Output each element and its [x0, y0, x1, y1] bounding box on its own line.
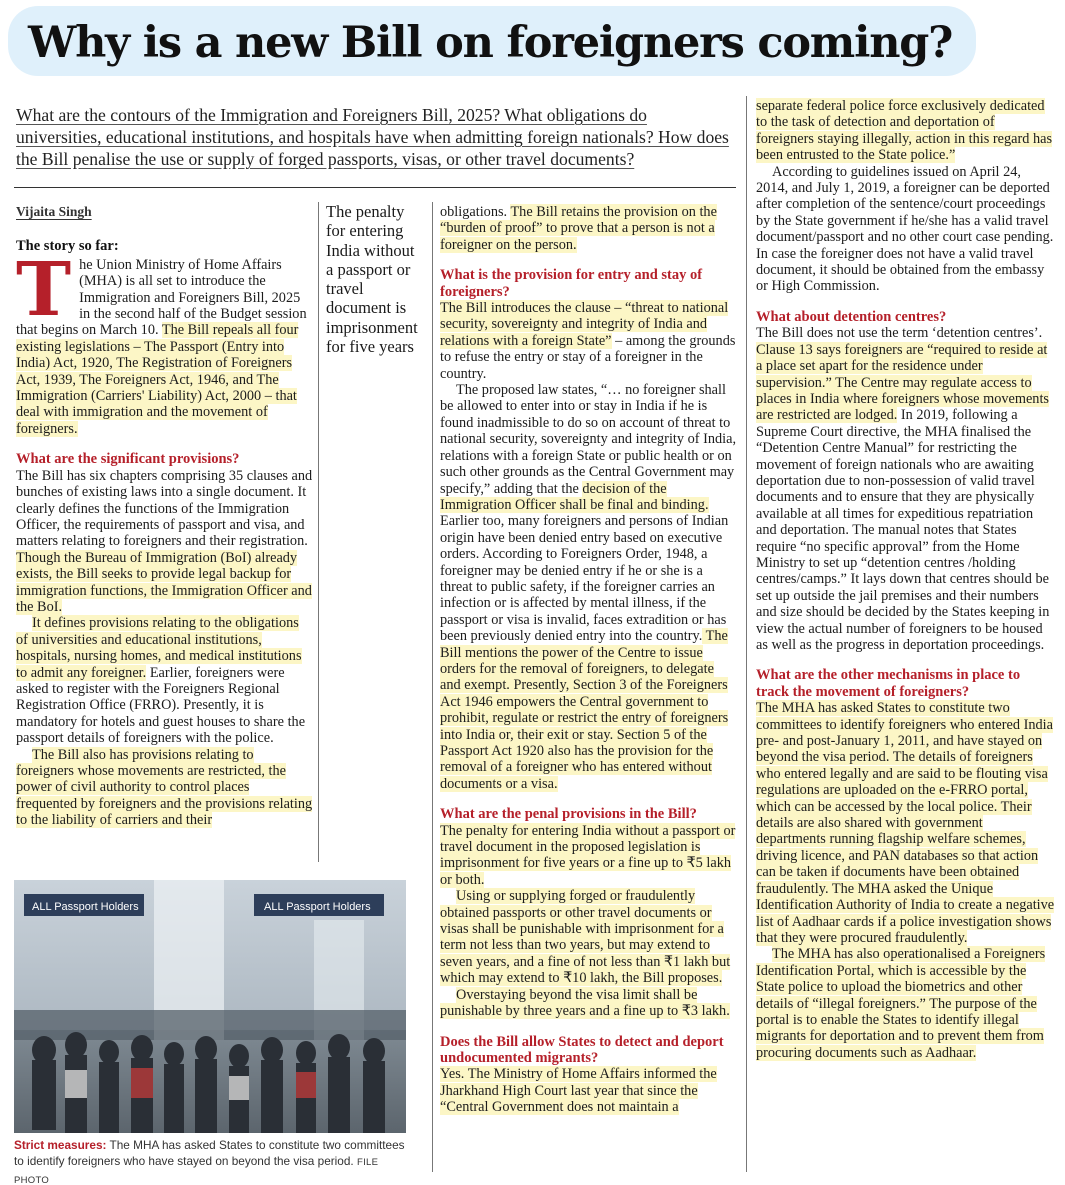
drop-cap: T	[16, 246, 72, 333]
sign-left: ALL Passport Holders	[32, 901, 139, 913]
pull-quote: The penalty for entering India without a passport or travel document is imprisonment for five years	[326, 202, 418, 357]
heading-detention-centres: What about detention centres?	[756, 308, 947, 325]
paragraph: The Bill does not use the term ‘detention centres’. Clause 13 says foreigners are “required to reside at a place set apart for the residence under supervision.” The Centre may regulate access to places in India where foreigners whose movements are restricted are lodged. In 2019, following a Supreme Court directive, the MHA finalised the “Detention Centre Manual” for restricting the movement of foreign nationals who are awaiting deportation due to non-possession of valid travel documents and to ensure that they are physically available at all times for expeditious repatriation and deportation. The manual notes that States require “no specific approval” from the Home Ministry to set up “detention centres /holding centres/camps.” It lays down that centres should be set up outside the jail premises and their numbers and size should be decided by the States keeping in view the actual number of foreigners to be housed as well as the progress in deportation proceedings.	[756, 325, 1050, 653]
story-so-far-label: The story so far:	[16, 238, 119, 255]
paragraph: Using or supplying forged or fraudulently obtained passports or other travel documents or visas shall be punishable with imprisonment for a term not less than two years, but may extend to seven years, and a fine of not less than ₹1 lakh but which may extend to ₹10 lakh, the Bill proposes.	[440, 888, 731, 987]
sign-right: ALL Passport Holders	[264, 901, 371, 913]
paragraph: Overstaying beyond the visa limit shall be punishable by three years and a fine up to ₹3 lakh.	[440, 986, 730, 1020]
headline-banner	[8, 6, 976, 76]
column-divider-3	[746, 96, 747, 1172]
paragraph: obligations. The Bill retains the provision on the “burden of proof” to prove that a person is not a foreigner on the person.	[440, 204, 717, 253]
dek-rule	[14, 187, 736, 188]
paragraph: The Bill also has provisions relating to foreigners whose movements are restricted, the power of civil authority to control places frequented by foreigners and the provisions relating to the liability of carriers and their	[16, 746, 313, 829]
airport-photo	[14, 880, 406, 1133]
caption-source: FILE PHOTO	[14, 1157, 379, 1185]
paragraph: Yes. The Ministry of Home Affairs informed the Jharkhand High Court last year that since the “Central Government does not maintain a	[440, 1066, 717, 1116]
standfirst-text: What are the contours of the Immigration and Foreigners Bill, 2025? What obligations do universities, educational institutions, and hospitals have when admitting foreign nationals? How does the Bill penalise the use or supply of forged passports, visas, or other travel documents?	[16, 105, 729, 169]
heading-penal-provisions: What are the penal provisions in the Bill?	[440, 806, 697, 823]
column-2	[440, 204, 738, 1116]
paragraph: separate federal police force exclusively dedicated to the task of detection and deportation of foreigners staying illegally, action in this regard has been entrusted to the State police.”	[756, 98, 1053, 164]
paragraph: The proposed law states, “… no foreigner shall be allowed to enter into or stay in India if he is found inadmissible to do so on account of threat to national security, sovereignty and integrity of India, relations with a foreign State or public health or on such other grounds as the Central Government may specify,” adding that the decision of the Immigration Officer shall be final and binding. Earlier too, many foreigners and persons of Indian origin have been denied entry based on executive orders. According to Foreigners Order, 1948, a foreigner may be denied entry if he or she is a threat to public safety, if the foreigner carries an infection or is affected by mental illness, if the passport or visa is invalid, faces extradition or has been previously denied entry into the country. The Bill mentions the power of the Centre to issue orders for the removal of foreigners, to delegate and exempt. Presently, Section 3 of the Foreigners Act 1946 empowers the Central government to prohibit, regulate or restrict the entry of foreigners into India or, their exit or stay. Section 5 of the Passport Act 1920 also has the provision for the removal of a foreigner who has entered without documents or a visa.	[440, 382, 737, 792]
column-3	[756, 98, 1056, 1061]
caption-text: The MHA has asked States to constitute two committees to identify foreigners who have stayed on beyond the visa period.	[14, 1138, 405, 1168]
paragraph: The MHA has asked States to constitute two committees to identify foreigners who entered India pre- and post-January 1, 2011, and have stayed on beyond the visa period. The details of foreigners who entered legally and are said to be flouting visa regulations are uploaded on the e-FRRO portal, which can be accessed by the local police. Their details are also shared with government departments running flagship welfare schemes, driving licence, and PAN databases so that action can be taken if documents have been obtained fraudulently. The MHA asked the Unique Identification Authority of India to create a negative list of Aadhaar cards if a police investigation shows that they were procured fraudulently.	[756, 700, 1055, 946]
column-1	[16, 204, 314, 829]
paragraph: It defines provisions relating to the obligations of universities and educational institutions, hospitals, nursing homes, and medical institutions to admit any foreigner. Earlier, foreigners were asked to register with the Foreigners Regional Registration Office (FRRO). Presently, it is mandatory for hotels and guest houses to share the passport details of foreigners with the police.	[16, 615, 306, 747]
column-divider-1	[318, 202, 319, 862]
column-divider-2	[432, 202, 433, 1172]
photo-caption	[14, 1137, 414, 1185]
paragraph: The Bill has six chapters comprising 35 clauses and bunches of existing laws into a single document. It clearly defines the functions of the Immigration Officer, the requirements of passport and visa, and matters relating to foreigners and their registration. Though the Bureau of Immigration (BoI) already exists, the Bill seeks to provide legal backup for immigration functions, the Immigration Officer and the BoI.	[16, 467, 313, 615]
caption-label: Strict measures:	[14, 1138, 107, 1152]
paragraph: The Bill introduces the clause – “threat to national security, sovereignty and integrity of India and relations with a foreign State” – among the grounds to refuse the entry or stay of a foreigner in the country.	[440, 300, 736, 382]
heading-other-mechanisms: What are the other mechanisms in place to track the movement of foreigners?	[756, 667, 1021, 700]
airport-photo-illustration	[14, 880, 406, 1133]
heading-significant-provisions: What are the significant provisions?	[16, 451, 240, 468]
headline: Why is a new Bill on foreigners coming?	[28, 18, 953, 68]
paragraph: The penalty for entering India without a passport or travel document in the proposed legislation is imprisonment for five years or a fine up to ₹5 lakh or both.	[440, 822, 736, 888]
paragraph: The MHA has also operationalised a Foreigners Identification Portal, which is accessible by the State police to upload the biometrics and other details of “illegal foreigners.” The purpose of the portal is to enable the States to identify illegal migrants for deportation and to prevent them from procuring documents such as Aadhaar.	[756, 946, 1046, 1061]
heading-detect-deport: Does the Bill allow States to detect and deport undocumented migrants?	[440, 1033, 724, 1066]
paragraph: According to guidelines issued on April 24, 2014, and July 1, 2019, a foreigner can be deported after completion of the sentence/court proceedings by the State government if he/she has a valid travel document/passport and no other court case pending. In case the foreigner does not have a valid travel document, it should be obtained from the embassy or High Commission.	[756, 163, 1054, 295]
standfirst	[16, 104, 736, 170]
intro-paragraph: The Union Ministry of Home Affairs (MHA) is all set to introduce the Immigration and Foreigners Bill, 2025 in the second half of the Budget session that begins on March 10. The Bill repeals all four existing legislations – The Passport (Entry into India) Act, 1920, The Registration of Foreigners Act, 1939, The Foreigners Act, 1946, and The Immigration (Carriers' Liability) Act, 2000 – that deal with immigration and the movement of foreigners.	[16, 246, 307, 437]
byline: Vijaita Singh	[16, 204, 92, 219]
heading-entry-stay: What is the provision for entry and stay of foreigners?	[440, 267, 703, 300]
